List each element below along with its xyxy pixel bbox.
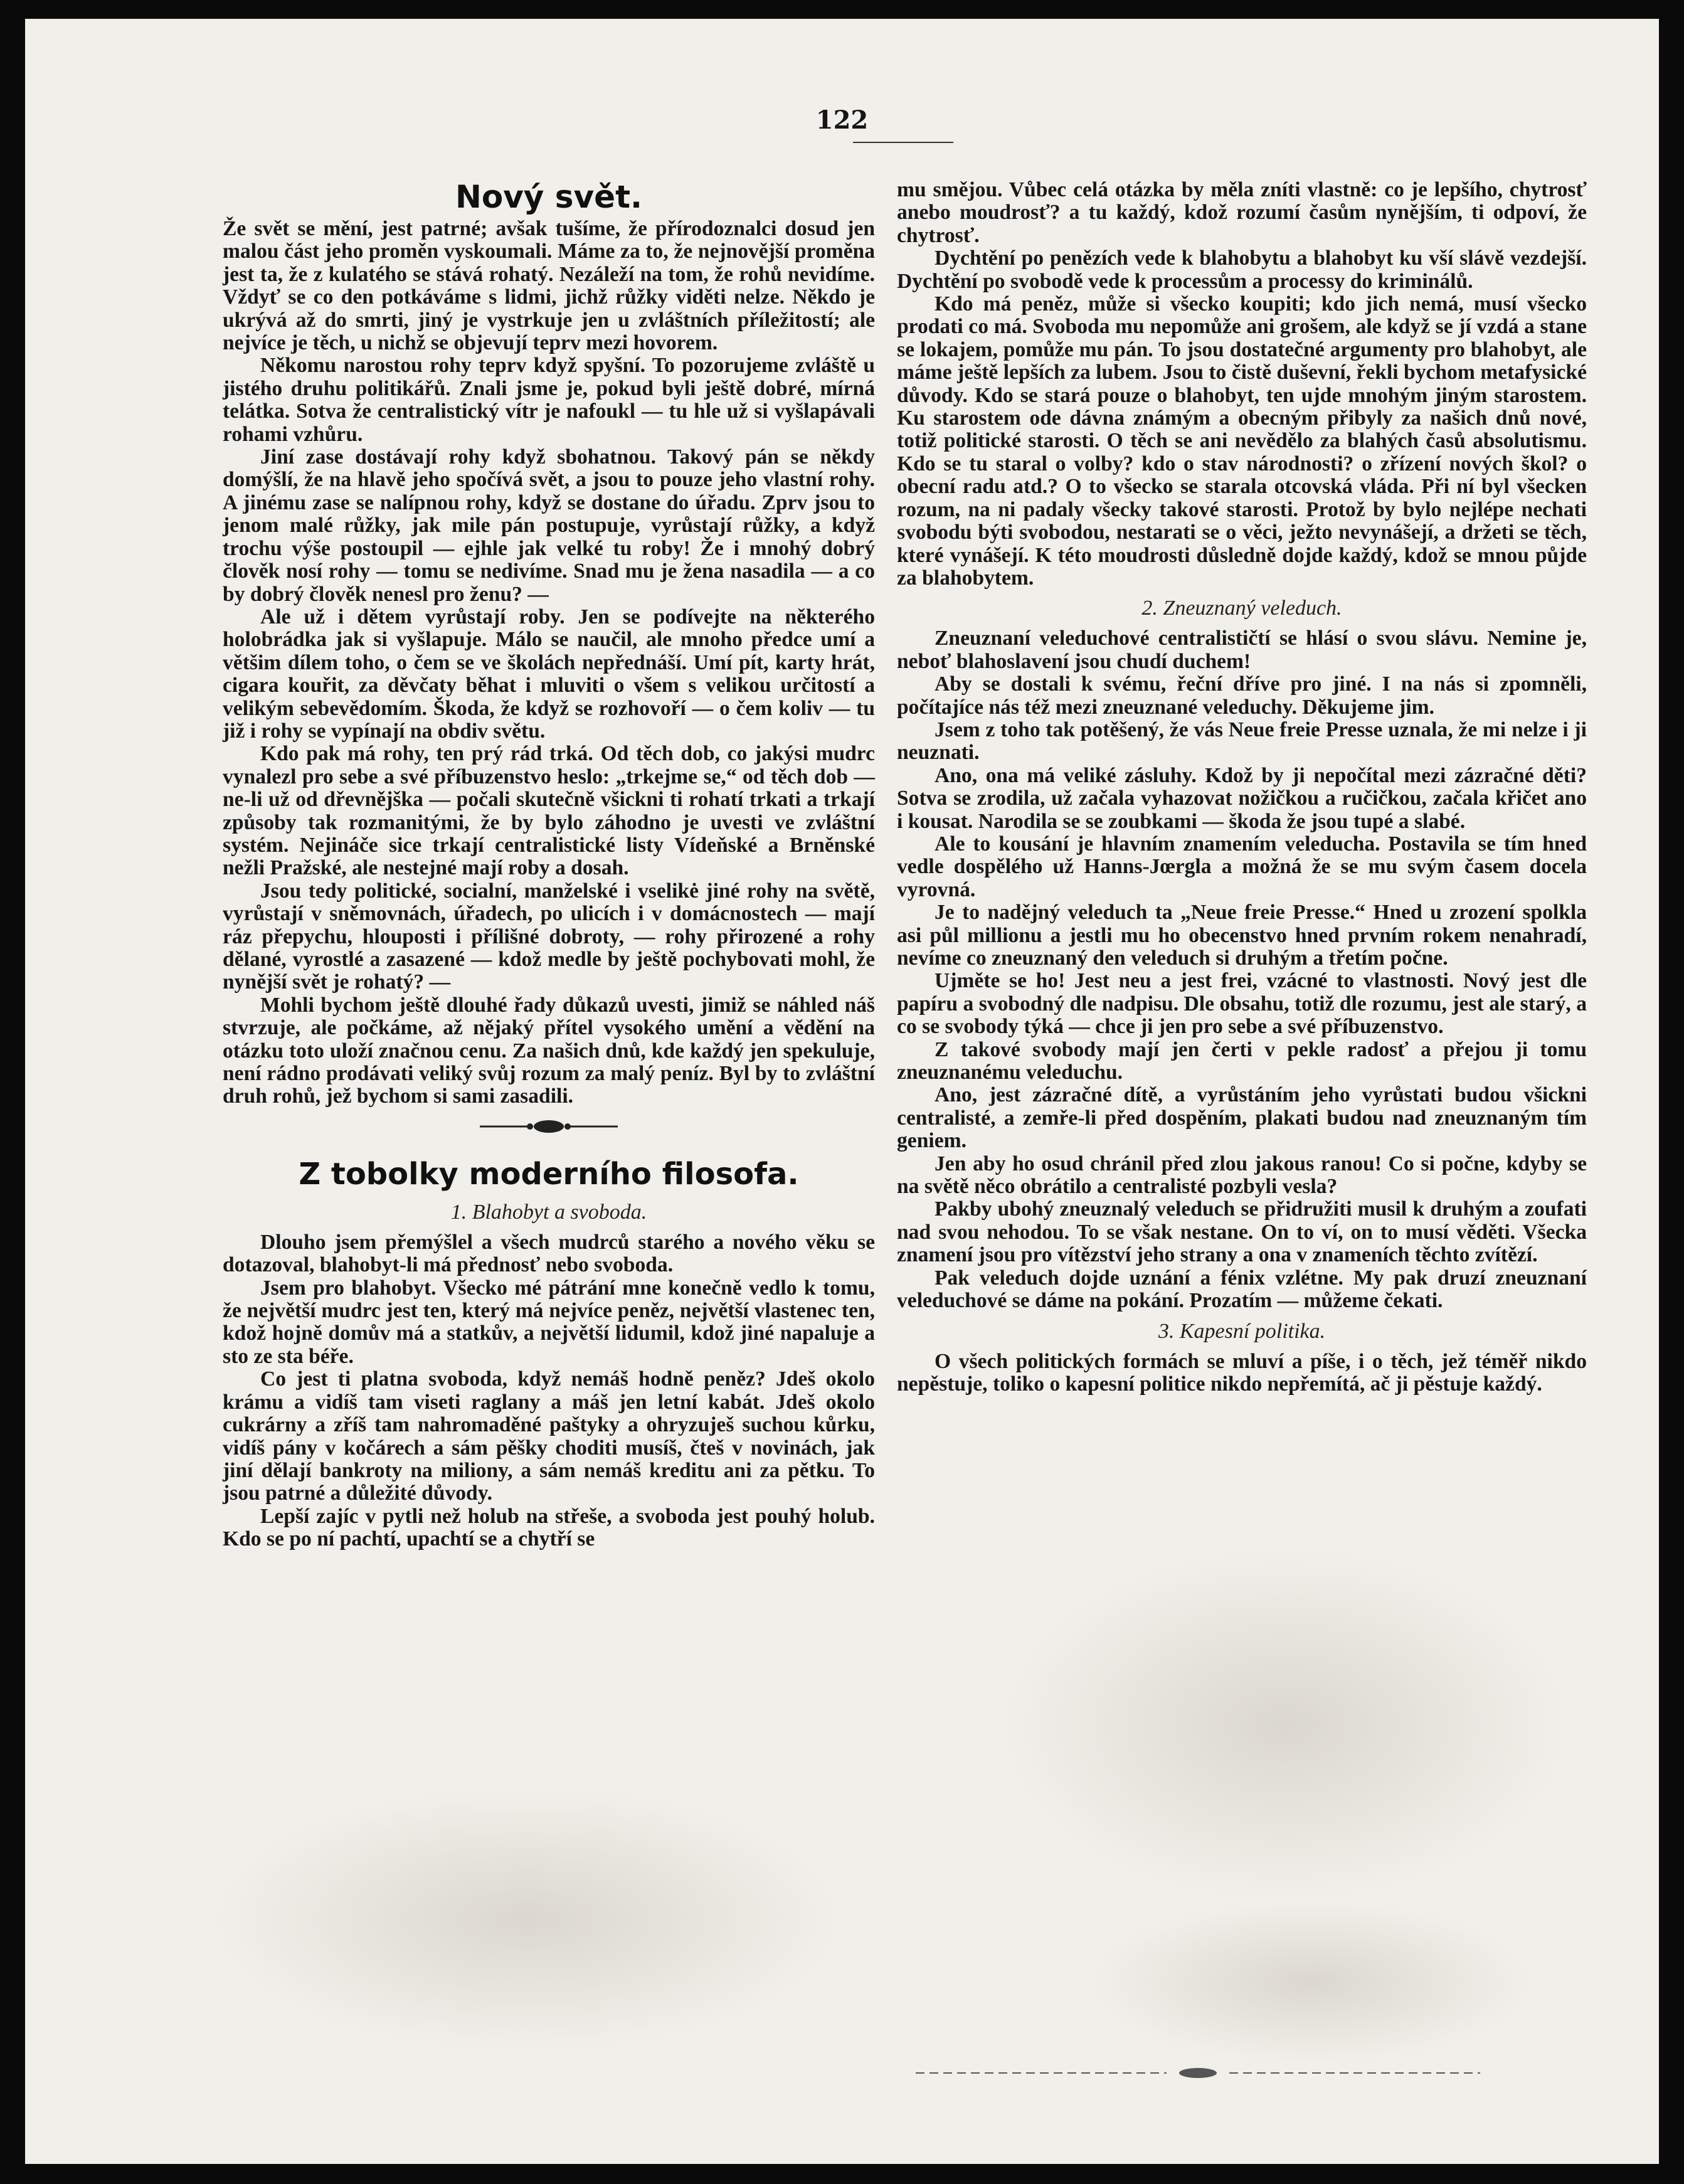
right-column — [897, 179, 1587, 1396]
paragraph: mu smějou. Vůbec celá otázka by měla zníti vlastně: co je lepšího, chytrosť anebo moudrosť? a tu každý, kdož rozumí časům nynějším, ti odpoví, že chytrosť. — [897, 178, 1587, 247]
paragraph: Zneuznaní veleduchové centralističtí se hlásí o svou slávu. Nemine je, neboť blahoslavení jsou chudí duchem! — [897, 627, 1587, 673]
paragraph: Je to nadějný veleduch ta „Neue freie Presse.“ Hned u zrození spolkla asi půl millionu a jestli mu ho obecenstvo hned prvním rokem nenahradí, nevíme co zneuznaný den veleduch si druhým a třetím počne. — [897, 901, 1587, 970]
paragraph: Někomu narostou rohy teprv když spyšní. To pozorujeme zvláště u jistého druhu politikářů. Znali jsme je, pokud byli ještě dobré, mírná telátka. Sotva že centralistický vítr je nafoukl — tu hle už si vyšlapávali rohami vzhůru. — [223, 354, 875, 446]
paragraph: Z takové svobody mají jen čerti v pekle radosť a přejou ji tomu zneuznanému veleduchu. — [897, 1037, 1587, 1084]
paragraph: Co jest ti platna svoboda, když nemáš hodně peněz? Jdeš okolo krámu a vidíš tam viseti raglany a máš jen letní kabát. Jdeš okolo cukrárny a zříš tam nahromaděné paštyky a ohryzuješ suchou kůrku, vidíš pány v kočárech a sám pěšky choditi musíš, čteš v novinách, jak jiní dělají bankroty na miliony, a sám nemáš kreditu ani za pětku. To jsou patrné a důležité důvody. — [223, 1367, 875, 1505]
paragraph: Ale už i dětem vyrůstají roby. Jen se podívejte na některého holobrádka jak si vyšlapuje. Málo se naučil, ale mnoho předce umí a většim dílem toho, o čem se ve školách nepřednáší. Umí pít, karty hrát, cigara kouřit, za děvčaty běhat i mluviti o všem s velikou určitostí a velikým sebevědomím. Škoda, že když se rozhovoří — o čem koliv — tu již i rohy se vypínají na obdiv světu. — [223, 605, 875, 743]
newspaper-page — [25, 19, 1659, 2164]
paragraph: Jsou tedy politické, socialní, manželské i vselikė jiné rohy na světě, vyrůstají v sněmovnách, úřadech, po ulicích i v domácnostech — mají ráz přepychu, hlouposti i přílišné dobroty, — rohy přirozené a rohy dělané, vyrostlé a zasazené — kdož medle by ještě pochybovati mohl, že nynější svět je rohatý? — — [223, 879, 875, 994]
page-number: 122 — [815, 105, 869, 135]
section-subtitle-blahobyt: 1. Blahobyt a svoboda. — [450, 1200, 647, 1224]
paragraph: Mohli bychom ještě dlouhé řady důkazů uvesti, jimiž se náhled náš stvrzuje, ale počkáme, až nějaký přítel vysokého umění a vědění na otázku toto uloží značnou cenu. Za našich dnů, kde každý jen spekuluje, není rádno prodávati veliký svůj rozum za malý peníz. Byl by to zvláštní druh rohů, jež bychom si sami zasadili. — [223, 993, 875, 1108]
paragraph: Ano, jest zázračné dítě, a vyrůstáním jeho vyrůstati budou všickni centralisté, a zemře-li před dospěním, plakati budou nad zneuznaným tím geniem. — [897, 1083, 1587, 1153]
paragraph: Pakby ubohý zneuznalý veleduch se přidružiti musil k druhým a zoufati nad svou nehodou. To se však nestane. On to ví, on to musí věděti. Všecka znamení jsou pro vítězství jeho strany a ona v znameních těchto zvítězí. — [897, 1197, 1587, 1267]
left-column — [223, 179, 875, 1551]
paragraph: Ujměte se ho! Jest neu a jest frei, vzácné to vlastnosti. Nový jest dle papíru a svobodný dle nadpisu. Dle obsahu, totiž dle rozumu, jest ale starý, a co se svobody týká — chce ji jen pro sebe a své příbuzenstvo. — [897, 969, 1587, 1039]
paragraph: O všech politických formách se mluví a píše, i o těch, jež téměř nikdo nepěstuje, toliko o kapesní politice nikdo nepřemítá, ač ji pěstuje každý. — [897, 1349, 1587, 1396]
paragraph: Dychtění po penězích vede k blahobytu a blahobyt ku vší slávě vezdejší. Dychtění po svobodě vede k processům a processy do kriminálů. — [897, 246, 1587, 293]
paragraph: Jiní zase dostávají rohy když sbohatnou. Takový pán se někdy domýšlí, že na hlavě jeho spočívá svět, a jsou to pouze jeho vlastní rohy. A jinému zase se nalípnou rohy, když se dostane do úřadu. Zprv jsou to jenom malé růžky, jak mile pán postupuje, vyrůstají růžky, a když trochu výše postoupil — ejhle jak velké tu roby! Že i mnohý dobrý člověk nosí rohy — tomu se nedivíme. Snad mu je žena nasadila — a co by dobrý člověk nenesl pro ženu? — — [223, 445, 875, 606]
ornament-divider — [223, 1117, 875, 1136]
paragraph: Lepší zajíc v pytli než holub na střeše, a svoboda jest pouhý holub. Kdo se po ní pachtí, upachtí se a chytří se — [223, 1504, 875, 1551]
paragraph: Ale to kousání je hlavním znamením veleducha. Postavila se tím hned vedle dospělého už Hanns-Jœrgla a možná že se mu svým časem docela vyrovná. — [897, 832, 1587, 901]
article-title-novy-svet: Nový svět. — [455, 179, 642, 215]
paragraph: Ano, ona má veliké zásluhy. Kdož by ji nepočítal mezi zázračné děti? Sotva se zrodila, už začala vyhazovat nožičkou a ručičkou, začala křičet ano i kousat. Narodila se se zoubkami — škoda že jsou tupé a slabé. — [897, 763, 1587, 833]
paragraph: Dlouho jsem přemýšlel a všech mudrců starého a nového věku se dotazoval, blahobyt-li má přednosť nebo svoboda. — [223, 1230, 875, 1277]
paragraph: Kdo má peněz, může si všecko koupiti; kdo jich nemá, musí všecko prodati co má. Svoboda mu nepomůže ani grošem, ale když se jí vzdá a stane se lokajem, pomůže mu pán. To jsou dostatečné argumenty pro blahobyt, ale máme ještě lepších za lubem. Jsou to čistě duševní, řekli bychom metafysické důvody. Kdo se stará pouze o blahobyt, ten ujde mnohým jiným starostem. Ku starostem ode dávna známým a obecným přibyly za našich dnů nové, totiž politické starosti. O těch se ani nevědělo za blahých časů absolutismu. Kdo se tu staral o volby? kdo o stav národnosti? o zřízení nových škol? o obecní radu atd.? O to všecko se starala otcovská vláda. Při ní byl všecken rozum, na ni padaly všecky takové starosti. Protož by bylo nejlépe nechati svobodu býti svobodou, nestarati se o věci, ježto nevynášejí, a držeti se těch, které vynášejí. K této moudrosti důsledně dojde každý, kdož se mnou půjde za blahobytem. — [897, 292, 1587, 590]
paragraph: Jen aby ho osud chránil před zlou jakous ranou! Co si počne, kdyby se na světě něco obrátilo a centralisté pozbyli vesla? — [897, 1152, 1587, 1199]
paragraph: Aby se dostali k svému, řeční dříve pro jiné. I na nás si zpomněli, počítajíce nás též mezi zneuznané veleduchy. Děkujeme jim. — [897, 672, 1587, 719]
section-subtitle-zneuznany: 2. Zneuznaný veleduch. — [1141, 596, 1342, 620]
paragraph: Kdo pak má rohy, ten prý rád trká. Od těch dob, co jakýsi mudrc vynalezl pro sebe a své příbuzenstvo heslo: „trkejme se,“ od těch dob — ne-li už od dřevnějška — počali skutečně všickni ti rohatí trkati a trkají způsoby tak rozmanitými, že by bylo záhodno je uvesti ve zvláštní systém. Nejináče sice trkají centralistické listy Vídeňské a Brněnské nežli Pražské, ale nestejné mají roby a dosah. — [223, 742, 875, 880]
bottom-ornament — [916, 2065, 1480, 2083]
paragraph: Jsem pro blahobyt. Všecko mé pátrání mne konečně vedlo k tomu, že největší mudrc jest ten, který má nejvíce peněz, největší vlastenec ten, kdož hojně domův má a statkův, a největší lidumil, kdož jiné napaluje a sto ze sta béře. — [223, 1276, 875, 1368]
paragraph: Jsem z toho tak potěšený, že vás Neue freie Presse uznala, že mi nelze i ji neuznati. — [897, 718, 1587, 765]
page-number-rule — [853, 142, 953, 143]
article-title-z-tobolky: Z tobolky moderního filosofa. — [299, 1156, 799, 1192]
section-subtitle-kapesni: 3. Kapesní politika. — [1158, 1319, 1326, 1343]
paragraph: Že svět se mění, jest patrné; avšak tušíme, že přírodoznalci dosud jen malou část jeho proměn vyskoumali. Máme za to, že nejnovější proměna jest ta, že z kulatého se stává rohatý. Nezáleží na tom, že rohů nevidíme. Vždyť se co den potkáváme s lidmi, jichž růžky viděti nelze. Někdo je ukrývá až do smrti, jiný je vystrkuje jen u zvláštních příležitostí; ale nejvíce je těch, u nichž se objevují teprv mezi hovorem. — [223, 217, 875, 355]
paragraph: Pak veleduch dojde uznání a fénix vzlétne. My pak druzí zneuznaní veleduchové se dáme na pokání. Prozatím — můžeme čekati. — [897, 1266, 1587, 1313]
